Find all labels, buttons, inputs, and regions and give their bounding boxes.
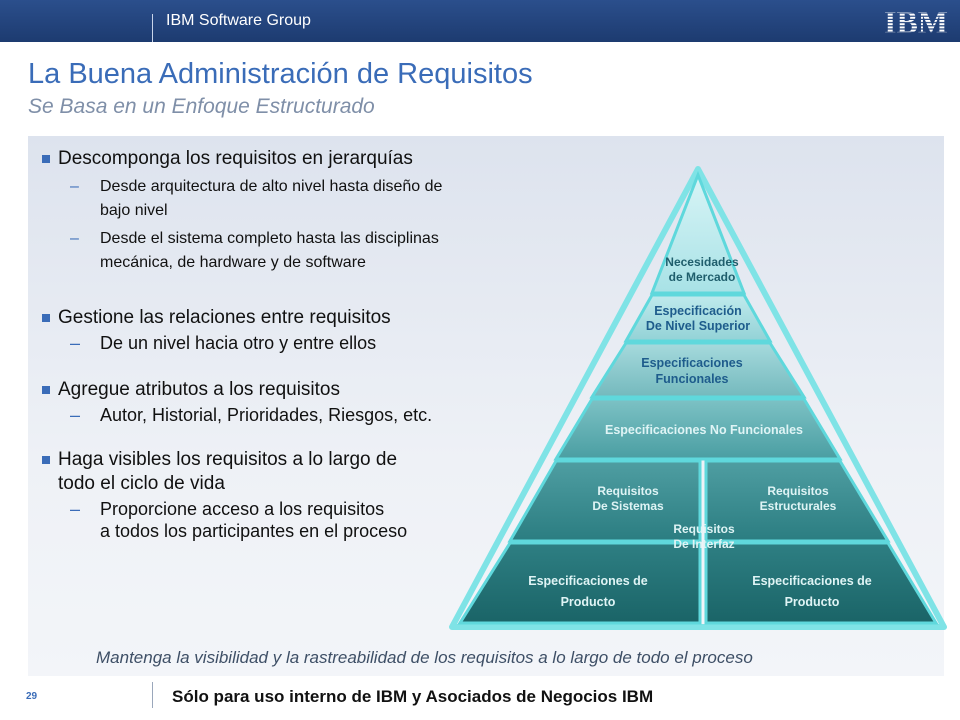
bullet-1-text: Descomponga los requisitos en jerarquías (58, 148, 413, 169)
page-number: 29 (26, 691, 38, 702)
tier-5-left-label-line-1: Requisitos (597, 484, 659, 498)
tier-6-right-label-line-2: Producto (784, 595, 840, 609)
tier-6-left-label-line-2: Producto (560, 595, 616, 609)
bullet-2-text: Gestione las relaciones entre requisitos (58, 307, 391, 328)
page-title: La Buena Administración de Requisitos (28, 58, 533, 90)
tier-5-right-label-line-1: Requisitos (767, 484, 829, 498)
visibility-note: Mantenga la visibilidad y la rastreabilidad de los requisitos a lo largo de todo el proceso (96, 648, 753, 667)
bullet-4-line-1: Haga visibles los requisitos a lo largo de (58, 449, 398, 470)
requirements-pyramid (448, 165, 948, 635)
center-label-line-1: Requisitos (673, 522, 735, 536)
tier-2-label-line-2: De Nivel Superior (645, 319, 751, 333)
pyramid-tier-3 (592, 343, 804, 397)
header-divider (152, 14, 153, 42)
center-label-line-2: De Interfaz (673, 537, 735, 551)
dash-icon: – (70, 178, 79, 195)
header-bar (0, 0, 960, 42)
tier-5-left-label-line-2: De Sistemas (592, 499, 664, 513)
tier-6-right-label-line-1: Especificaciones de (752, 574, 872, 588)
tier-5-right-label-line-2: Estructurales (759, 499, 837, 513)
bullet-4-sub-1-line-1: Proporcione acceso a los requisitos (100, 499, 385, 519)
bullet-1-sub-1-line-1: Desde arquitectura de alto nivel hasta diseño de (100, 178, 443, 195)
dash-icon: – (70, 499, 81, 519)
bullet-1-sub-1-line-2: bajo nivel (100, 202, 168, 219)
bullet-1-sub-2-line-1: Desde el sistema completo hasta las disciplinas (100, 230, 439, 247)
bullet-square-icon (42, 386, 50, 394)
tier-1-label-line-2: de Mercado (668, 270, 736, 284)
bullet-square-icon (42, 155, 50, 163)
bullet-2-sub-1-line-1: De un nivel hacia otro y entre ellos (100, 333, 377, 353)
page-subtitle: Se Basa en un Enfoque Estructurado (28, 95, 375, 118)
bullet-square-icon (42, 314, 50, 322)
dash-icon: – (70, 405, 81, 425)
pyramid-tier-2 (626, 295, 770, 341)
tier-6-left-label-line-1: Especificaciones de (528, 574, 648, 588)
confidentiality-notice: Sólo para uso interno de IBM y Asociados de Negocios IBM (172, 687, 654, 706)
bullet-3-text: Agregue atributos a los requisitos (58, 379, 340, 400)
tier-3-label-line-1: Especificaciones (641, 356, 743, 370)
dash-icon: – (70, 230, 79, 247)
tier-4-label: Especificaciones No Funcionales (605, 423, 803, 437)
tier-2-label-line-1: Especificación (654, 304, 742, 318)
bullet-3-sub-1-line-1: Autor, Historial, Prioridades, Riesgos, etc. (100, 405, 433, 425)
tier-1-label-line-1: Necesidades (665, 255, 739, 269)
tier-3-label-line-2: Funcionales (655, 372, 729, 386)
bullet-1-sub-2-line-2: mecánica, de hardware y de software (100, 254, 366, 271)
bullet-4-sub-1-line-2: a todos los participantes en el proceso (100, 521, 408, 541)
dash-icon: – (70, 333, 81, 353)
footer-divider (152, 682, 153, 708)
ibm-logo-text: IBM (884, 4, 948, 38)
ibm-logo (884, 4, 948, 38)
bullet-4-line-2: todo el ciclo de vida (58, 473, 225, 494)
group-name: IBM Software Group (166, 12, 311, 29)
bullet-square-icon (42, 456, 50, 464)
